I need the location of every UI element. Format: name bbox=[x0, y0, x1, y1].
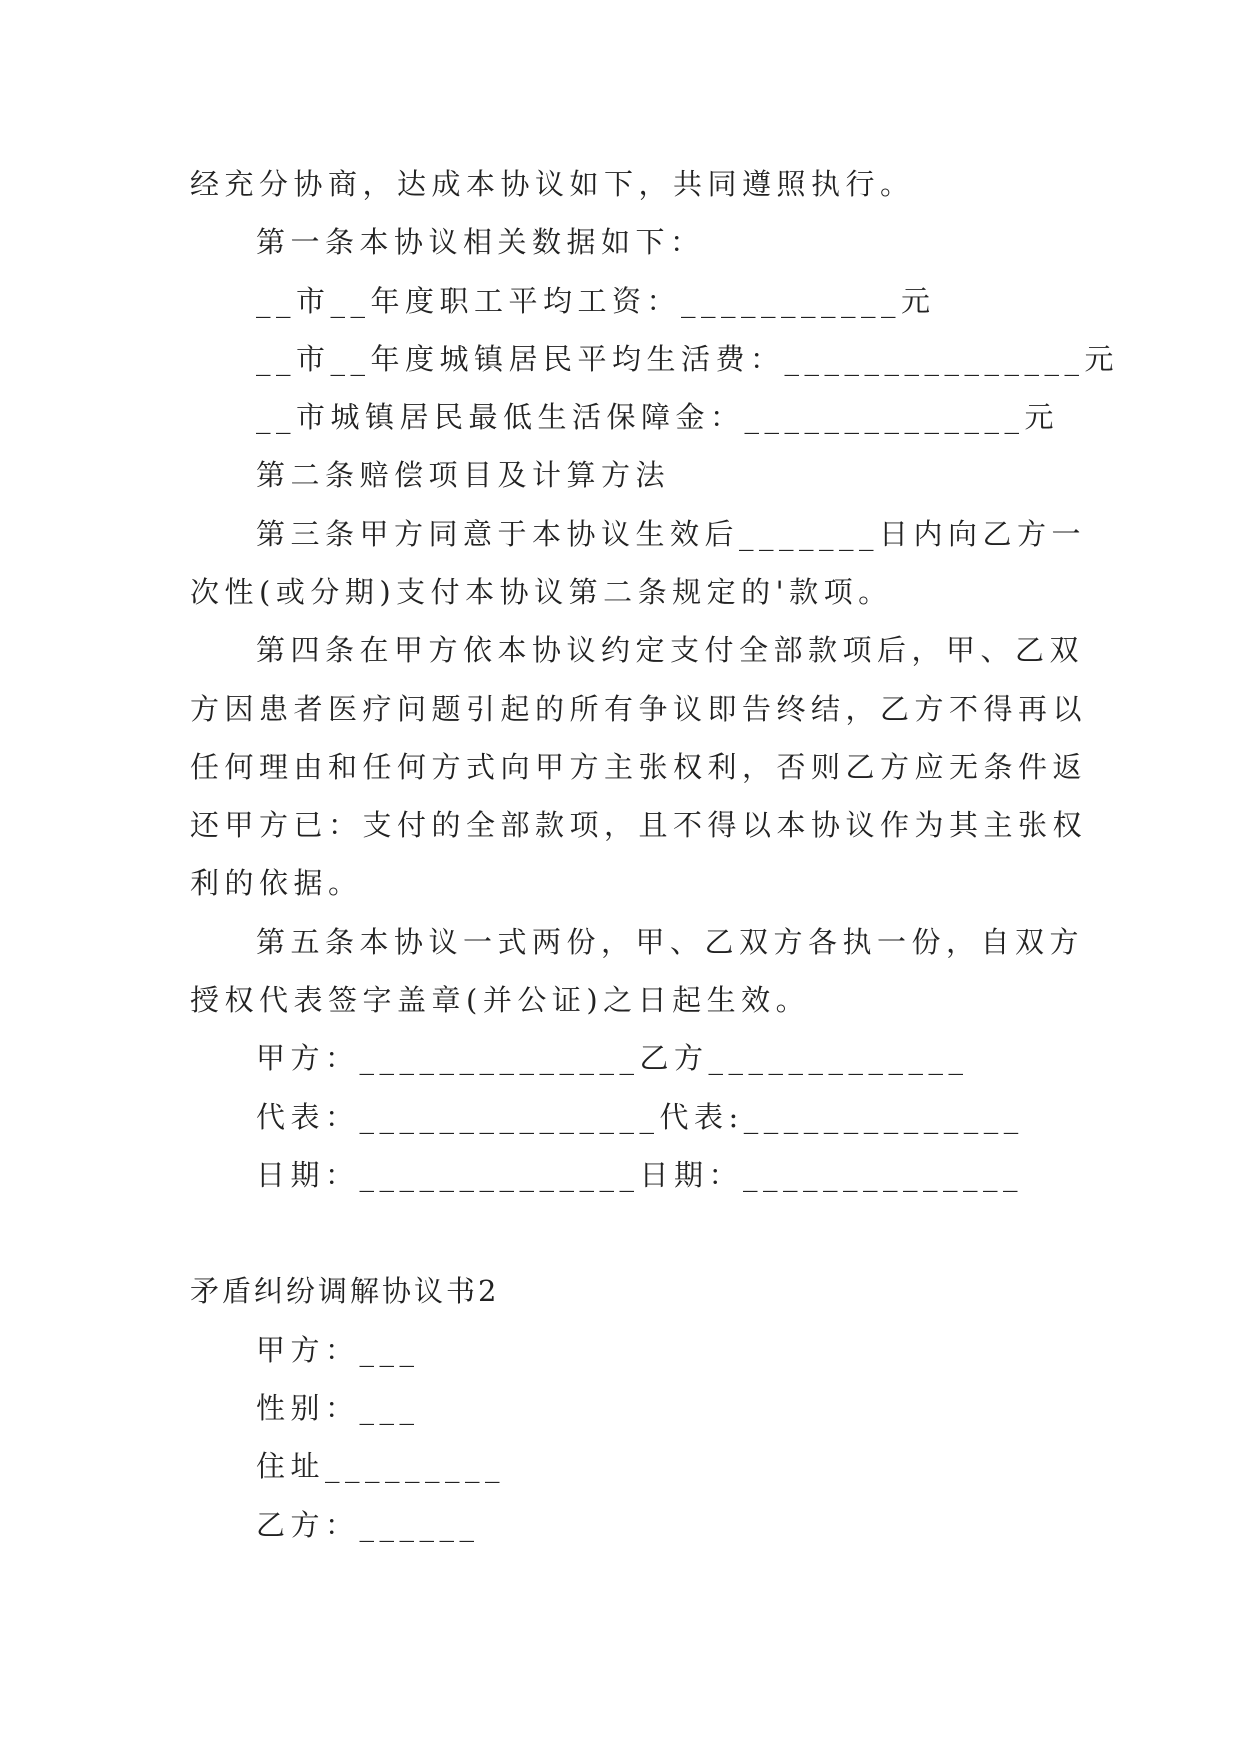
average-wage-field: __市__年度职工平均工资：___________元 bbox=[256, 284, 936, 318]
living-cost-field: __市__年度城镇居民平均生活费：_______________元 bbox=[256, 342, 1120, 376]
party-b-field: 乙方：______ bbox=[256, 1508, 480, 1542]
date-signature-line: 日期：______________日期：______________ bbox=[256, 1158, 1024, 1192]
gender-field: 性别：___ bbox=[256, 1391, 420, 1425]
article-4-line: 还甲方已：支付的全部款项，且不得以本协议作为其主张权 bbox=[190, 808, 1088, 842]
address-field: 住址_________ bbox=[256, 1449, 506, 1483]
article-5-line: 第五条本协议一式两份，甲、乙双方各执一份，自双方 bbox=[256, 925, 1085, 959]
party-a-field: 甲方：___ bbox=[256, 1333, 420, 1367]
article-4-line: 第四条在甲方依本协议约定支付全部款项后，甲、乙双 bbox=[256, 633, 1085, 667]
article-2-heading: 第二条赔偿项目及计算方法 bbox=[256, 458, 671, 492]
article-1-heading: 第一条本协议相关数据如下： bbox=[256, 225, 705, 259]
article-4-line: 方因患者医疗问题引起的所有争议即告终结，乙方不得再以 bbox=[190, 692, 1088, 726]
section-2-title: 矛盾纠纷调解协议书2 bbox=[190, 1274, 500, 1308]
minimum-security-field: __市城镇居民最低生活保障金：______________元 bbox=[256, 400, 1060, 434]
article-4-line: 利的依据。 bbox=[190, 866, 363, 900]
article-5-line: 授权代表签字盖章(并公证)之日起生效。 bbox=[190, 983, 811, 1017]
party-signature-line: 甲方：______________乙方_____________ bbox=[256, 1041, 969, 1075]
article-4-line: 任何理由和任何方式向甲方主张权利，否则乙方应无条件返 bbox=[190, 750, 1088, 784]
article-3-line: 第三条甲方同意于本协议生效后_______日内向乙方一 bbox=[256, 517, 1087, 551]
representative-signature-line: 代表：_______________代表:______________ bbox=[256, 1100, 1024, 1134]
paragraph-line: 经充分协商，达成本协议如下，共同遵照执行。 bbox=[190, 167, 915, 201]
article-3-line: 次性(或分期)支付本协议第二条规定的'款项。 bbox=[190, 575, 893, 609]
